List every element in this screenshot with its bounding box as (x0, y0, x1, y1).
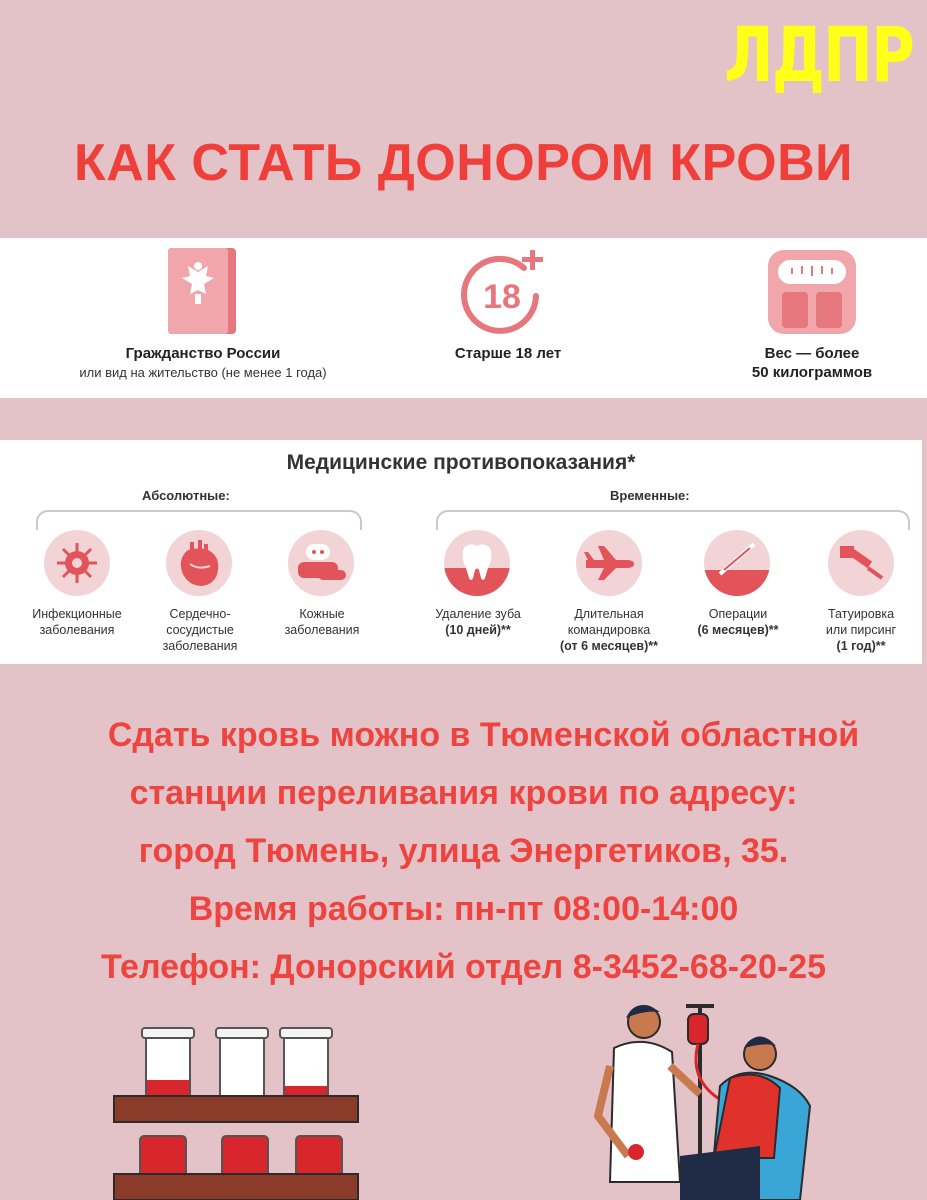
label-line: заболевания (39, 623, 115, 637)
absolute-bracket (36, 510, 362, 530)
absolute-item-infection (14, 606, 140, 638)
requirement-citizenship (20, 344, 386, 382)
temporary-item-surgery (676, 606, 800, 638)
temporary-item-tooth (414, 606, 542, 638)
page-title: КАК СТАТЬ ДОНОРОМ КРОВИ (73, 134, 854, 192)
label-duration: (1 год)** (836, 639, 886, 653)
label-line: командировка (567, 623, 651, 637)
absolute-item-skin (262, 606, 382, 638)
label-duration: (10 дней)** (445, 623, 511, 637)
info-line-5: Телефон: Донорский отдел 8-3452-68-20-25 (100, 948, 827, 986)
req-title: Вес — более (764, 345, 860, 362)
weight-scale-icon (764, 246, 860, 336)
temporary-item-tattoo (804, 606, 918, 654)
temporary-bracket (436, 510, 910, 530)
blood-donation-illustration (590, 996, 820, 1200)
temporary-item-trip (542, 606, 676, 654)
temporary-label: Временные: (610, 488, 690, 503)
req-subtitle: или вид на жительство (не менее 1 года) (79, 365, 327, 380)
requirements-panel (0, 238, 927, 398)
label-line: Длительная (574, 607, 644, 621)
age-badge: 18 (483, 278, 521, 316)
label-line: Инфекционные (32, 607, 122, 621)
requirement-weight (712, 344, 912, 382)
contraindications-title: Медицинские противопоказания* (286, 451, 636, 474)
label-line: Татуировка (827, 607, 895, 621)
label-line: сосудистые (166, 623, 234, 637)
label-line: заболевания (284, 623, 360, 637)
passport-icon (166, 246, 238, 336)
label-line: Удаление зуба (435, 607, 521, 621)
label-duration: (6 месяцев)** (697, 623, 779, 637)
requirement-age (418, 344, 598, 363)
label-line: заболевания (162, 639, 238, 653)
label-duration: (от 6 месяцев)** (560, 639, 658, 653)
req-title: Старше 18 лет (454, 345, 562, 362)
skin-hand-icon (288, 530, 354, 596)
absolute-item-heart (140, 606, 260, 654)
test-tubes-illustration (110, 1024, 370, 1200)
airplane-icon (576, 530, 642, 596)
info-line-3: город Тюмень, улица Энергетиков, 35. (138, 832, 789, 870)
info-line-2: станции переливания крови по адресу: (129, 774, 798, 812)
scalpel-icon (704, 530, 770, 596)
age-18-plus-icon (454, 246, 550, 336)
absolute-label: Абсолютные: (142, 488, 230, 503)
donation-info (0, 706, 927, 996)
req-title: Гражданство России (125, 345, 281, 362)
tattoo-machine-icon (828, 530, 894, 596)
req-subtitle: 50 килограммов (751, 364, 873, 381)
ldpr-logo: ЛДПР (724, 10, 913, 99)
contraindications-panel (0, 440, 922, 664)
label-line: Операции (708, 607, 768, 621)
info-line-4: Время работы: пн-пт 08:00-14:00 (188, 890, 739, 928)
info-line-1: Сдать кровь можно в Тюменской областной (107, 716, 860, 754)
tooth-icon (444, 530, 510, 596)
label-line: Кожные (299, 607, 345, 621)
virus-icon (44, 530, 110, 596)
label-line: Сердечно- (169, 607, 231, 621)
label-line: или пирсинг (825, 623, 897, 637)
heart-icon (166, 530, 232, 596)
